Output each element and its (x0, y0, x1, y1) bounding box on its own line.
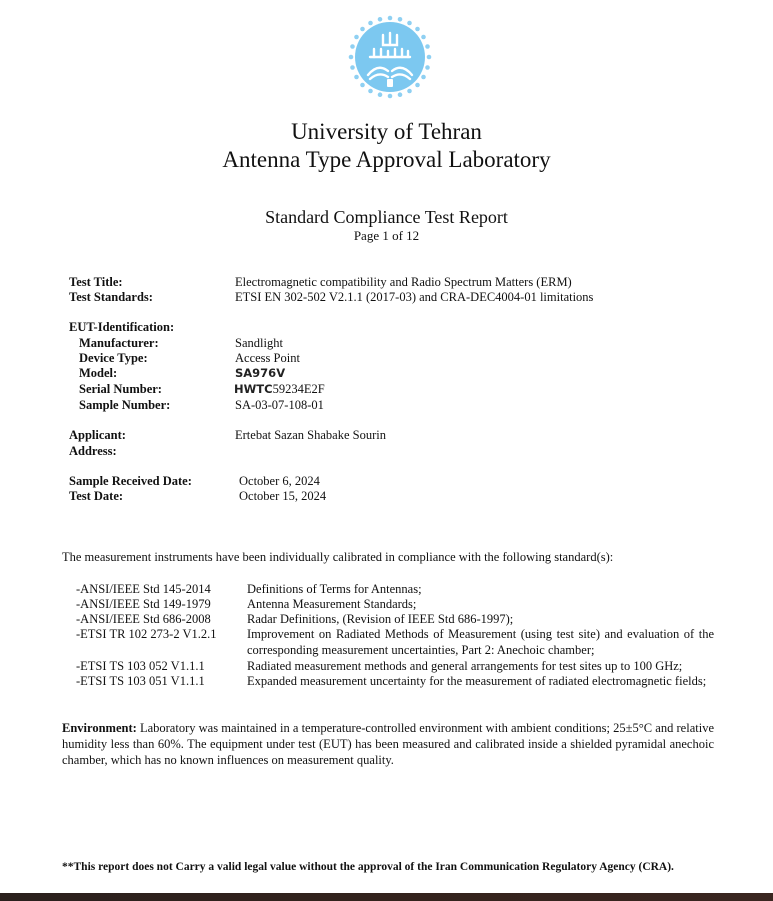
device-type-value: Access Point (235, 351, 300, 365)
page-indicator: Page 1 of 12 (353, 228, 420, 243)
sample-number-label: Sample Number: (79, 398, 171, 412)
standard-code: -ANSI/IEEE Std 145-2014 (76, 582, 211, 596)
university-name: University of Tehran (291, 119, 482, 144)
environment-text: Laboratory was maintained in a temperature-controlled environment with ambient conditions; 25±5°C and relative humidity less than 60%. The equipment under test (EUT) has been measured and calibrated inside a shielded pyramidal anechoic chamber, which has no known influences on measurement quality. (62, 721, 714, 767)
calibration-intro: The measurement instruments have been individually calibrated in compliance with the following standard(s): (62, 550, 614, 564)
model-value: SA976V (235, 366, 286, 380)
report-title: Standard Compliance Test Report (265, 207, 508, 227)
standard-code: -ETSI TS 103 052 V1.1.1 (76, 659, 205, 673)
test-date-value: October 15, 2024 (239, 489, 327, 503)
standard-description: Radar Definitions, (Revision of IEEE Std 686-1997); (247, 612, 514, 626)
legal-disclaimer: **This report does not Carry a valid legal value without the approval of the Iran Communication Regulatory Agency (CRA). (62, 861, 674, 873)
serial-number-prefix: HWTC (234, 382, 273, 396)
standard-code: -ETSI TS 103 051 V1.1.1 (76, 674, 205, 688)
serial-number-value (234, 382, 325, 397)
address-label: Address: (69, 444, 117, 458)
manufacturer-label: Manufacturer: (79, 336, 159, 350)
serial-number-label: Serial Number: (79, 382, 162, 396)
test-standards-label: Test Standards: (69, 290, 153, 304)
model-label: Model: (79, 366, 118, 380)
standard-code: -ETSI TR 102 273-2 V1.2.1 (76, 627, 217, 641)
test-title-value: Electromagnetic compatibility and Radio Spectrum Matters (ERM) (235, 275, 572, 289)
environment-paragraph (62, 720, 714, 768)
standard-code: -ANSI/IEEE Std 149-1979 (76, 597, 211, 611)
sample-number-value: SA-03-07-108-01 (235, 398, 324, 412)
test-standards-value: ETSI EN 302-502 V2.1.1 (2017-03) and CRA-DEC4004-01 limitations (235, 290, 594, 304)
standard-description: Antenna Measurement Standards; (247, 597, 417, 611)
university-logo-icon (348, 15, 432, 99)
standard-description: Radiated measurement methods and general arrangements for test sites up to 100 GHz; (247, 659, 683, 673)
standard-code: -ANSI/IEEE Std 686-2008 (76, 612, 211, 626)
serial-number-rest: 59234E2F (272, 382, 325, 396)
applicant-label: Applicant: (69, 428, 126, 442)
sample-received-date-label: Sample Received Date: (69, 474, 192, 488)
standard-description: Improvement on Radiated Methods of Measurement (using test site) and evaluation of the corresponding measurement uncertainties, Part 2: Anechoic chamber; (247, 627, 714, 657)
manufacturer-value: Sandlight (235, 336, 283, 350)
sample-received-date-value: October 6, 2024 (239, 474, 320, 488)
standard-description: Definitions of Terms for Antennas; (247, 582, 422, 596)
applicant-value: Ertebat Sazan Shabake Sourin (235, 428, 386, 442)
test-date-label: Test Date: (69, 489, 124, 503)
laboratory-name: Antenna Type Approval Laboratory (222, 147, 551, 172)
test-title-label: Test Title: (69, 275, 123, 289)
device-type-label: Device Type: (79, 351, 148, 365)
bottom-bar (0, 893, 773, 901)
standard-description: Expanded measurement uncertainty for the measurement of radiated electromagnetic fields; (247, 674, 707, 688)
environment-label: Environment: (62, 721, 137, 735)
eut-heading: EUT-Identification: (69, 320, 175, 334)
